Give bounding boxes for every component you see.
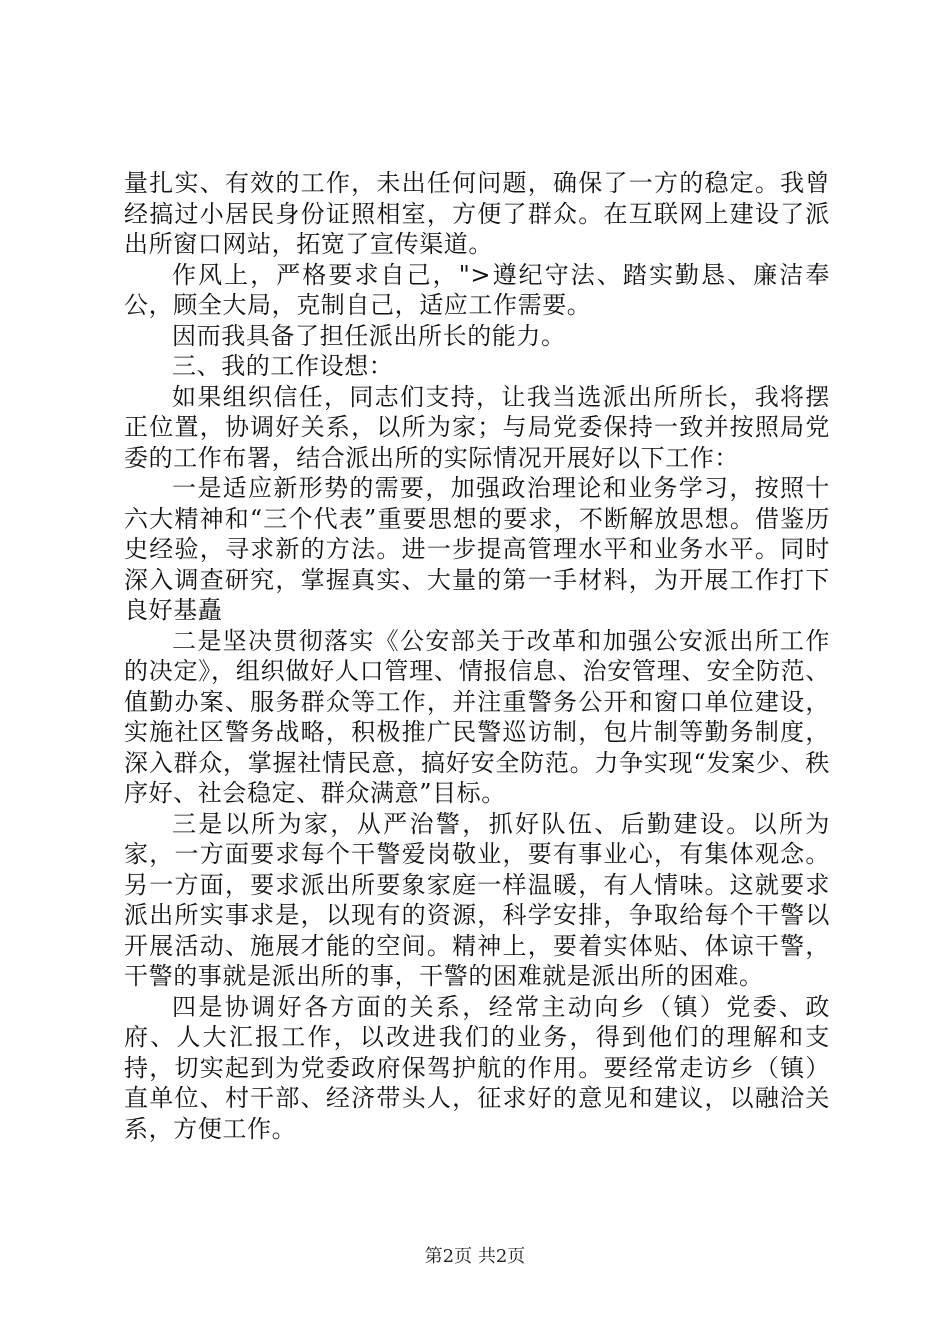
paragraph-plan-one: 一是适应新形势的需要，加强政治理论和业务学习，按照十六大精神和“三个代表”重要思想的要求，不断解放思想。借鉴历史经验，寻求新的方法。进一步提高管理水平和业务水平。同时深入调查研究，掌握真实、大量的第一手材料，为开展工作打下良好基矗 — [124, 474, 830, 624]
paragraph-intro-plan: 如果组织信任，同志们支持，让我当选派出所所长，我将摆正位置，协调好关系，以所为家；与局党委保持一致并按照局党委的工作布署，结合派出所的实际情况开展好以下工作： — [124, 382, 830, 472]
paragraph-plan-two: 二是坚决贯彻落实《公安部关于改革和加强公安派出所工作的决定》，组织做好人口管理、情报信息、治安管理、安全防范、值勤办案、服务群众等工作，并注重警务公开和窗口单位建设，实施社区警务战略，积极推广民警巡访制，包片制等勤务制度，深入群众，掌握社情民意，搞好安全防范。力争实现“发案少、秩序好、社会稳定、群众满意”目标。 — [124, 626, 830, 807]
section-heading-work-plan: 三、我的工作设想： — [172, 352, 394, 380]
paragraph-work-style: 作风上，严格要求自己，">遵纪守法、踏实勤恳、廉洁奉公，顾全大局，克制自己，适应工作需要。 — [124, 260, 830, 319]
paragraph-continuation: 量扎实、有效的工作，未出任何问题，确保了一方的稳定。我曾经搞过小居民身份证照相室，方便了群众。在互联网上建设了派出所窗口网站，拓宽了宣传渠道。 — [124, 169, 830, 258]
page-number-footer: 第2页 共2页 — [424, 1246, 526, 1267]
paragraph-capability: 因而我具备了担任派出所长的能力。 — [172, 321, 566, 350]
paragraph-plan-three: 三是以所为家，从严治警，抓好队伍、后勤建设。以所为家，一方面要求每个干警爱岗敬业，要有事业心，有集体观念。另一方面，要求派出所要象家庭一样温暖，有人情味。这就要求派出所实事求是，以现有的资源，科学安排，争取给每个干警以开展活动、施展才能的空间。精神上，要着实体贴、体谅干警，干警的事就是派出所的事，干警的困难就是派出所的困难。 — [124, 809, 830, 990]
document-body — [124, 168, 830, 1144]
paragraph-plan-four: 四是协调好各方面的关系，经常主动向乡（镇）党委、政府、人大汇报工作，以改进我们的业务，得到他们的理解和支持，切实起到为党委政府保驾护航的作用。要经常走访乡（镇）直单位、村干部、经济带头人，征求好的意见和建议，以融洽关系，方便工作。 — [124, 992, 830, 1143]
